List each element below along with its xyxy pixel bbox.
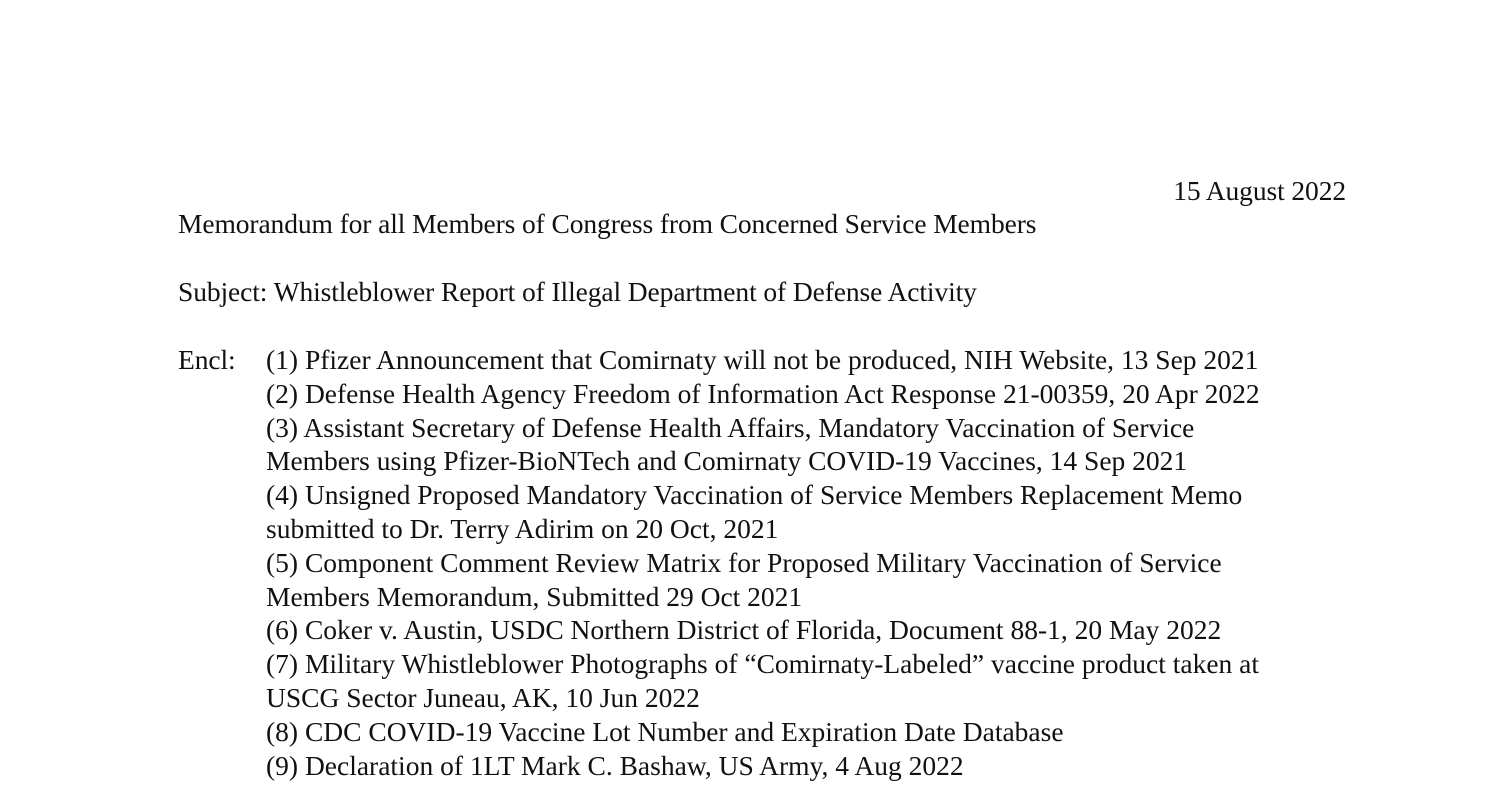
enclosures-list: [266, 343, 1260, 782]
enclosure-line: submitted to Dr. Terry Adirim on 20 Oct, 2021: [266, 512, 779, 544]
memo-addressee-line: Memorandum for all Members of Congress from Concerned Service Members: [178, 208, 1037, 239]
enclosure-line: Members Memorandum, Submitted 29 Oct 2021: [266, 580, 803, 612]
memo-subject: Subject: Whistleblower Report of Illegal Department of Defense Activity: [178, 276, 977, 307]
memo-date: 15 August 2022: [1173, 175, 1346, 206]
enclosure-line: (1) Pfizer Announcement that Comirnaty will not be produced, NIH Website, 13 Sep 2021: [266, 344, 1259, 375]
enclosure-line: (2) Defense Health Agency Freedom of Information Act Response 21-00359, 20 Apr 2022: [266, 377, 1260, 409]
enclosure-line: (8) CDC COVID-19 Vaccine Lot Number and Expiration Date Database: [266, 715, 1064, 747]
enclosure-line: (4) Unsigned Proposed Mandatory Vaccination of Service Members Replacement Memo: [266, 479, 1243, 511]
enclosure-line: (5) Component Comment Review Matrix for Proposed Military Vaccination of Service: [266, 546, 1222, 578]
enclosure-line: (7) Military Whistleblower Photographs of “Comirnaty-Labeled” vaccine product taken at: [266, 648, 1259, 680]
clipped-next-line: [266, 779, 966, 785]
enclosure-line: Members using Pfizer-BioNTech and Comirnaty COVID-19 Vaccines, 14 Sep 2021: [266, 445, 1188, 477]
enclosure-line: (6) Coker v. Austin, USDC Northern District of Florida, Document 88-1, 20 May 2022: [266, 614, 1222, 646]
enclosure-line: USCG Sector Juneau, AK, 10 Jun 2022: [266, 681, 700, 713]
enclosures-label: Encl:: [178, 344, 236, 375]
enclosure-line: (3) Assistant Secretary of Defense Health Affairs, Mandatory Vaccination of Service: [266, 411, 1195, 443]
enclosure-line: (9) Declaration of 1LT Mark C. Bashaw, US Army, 4 Aug 2022: [266, 749, 964, 781]
